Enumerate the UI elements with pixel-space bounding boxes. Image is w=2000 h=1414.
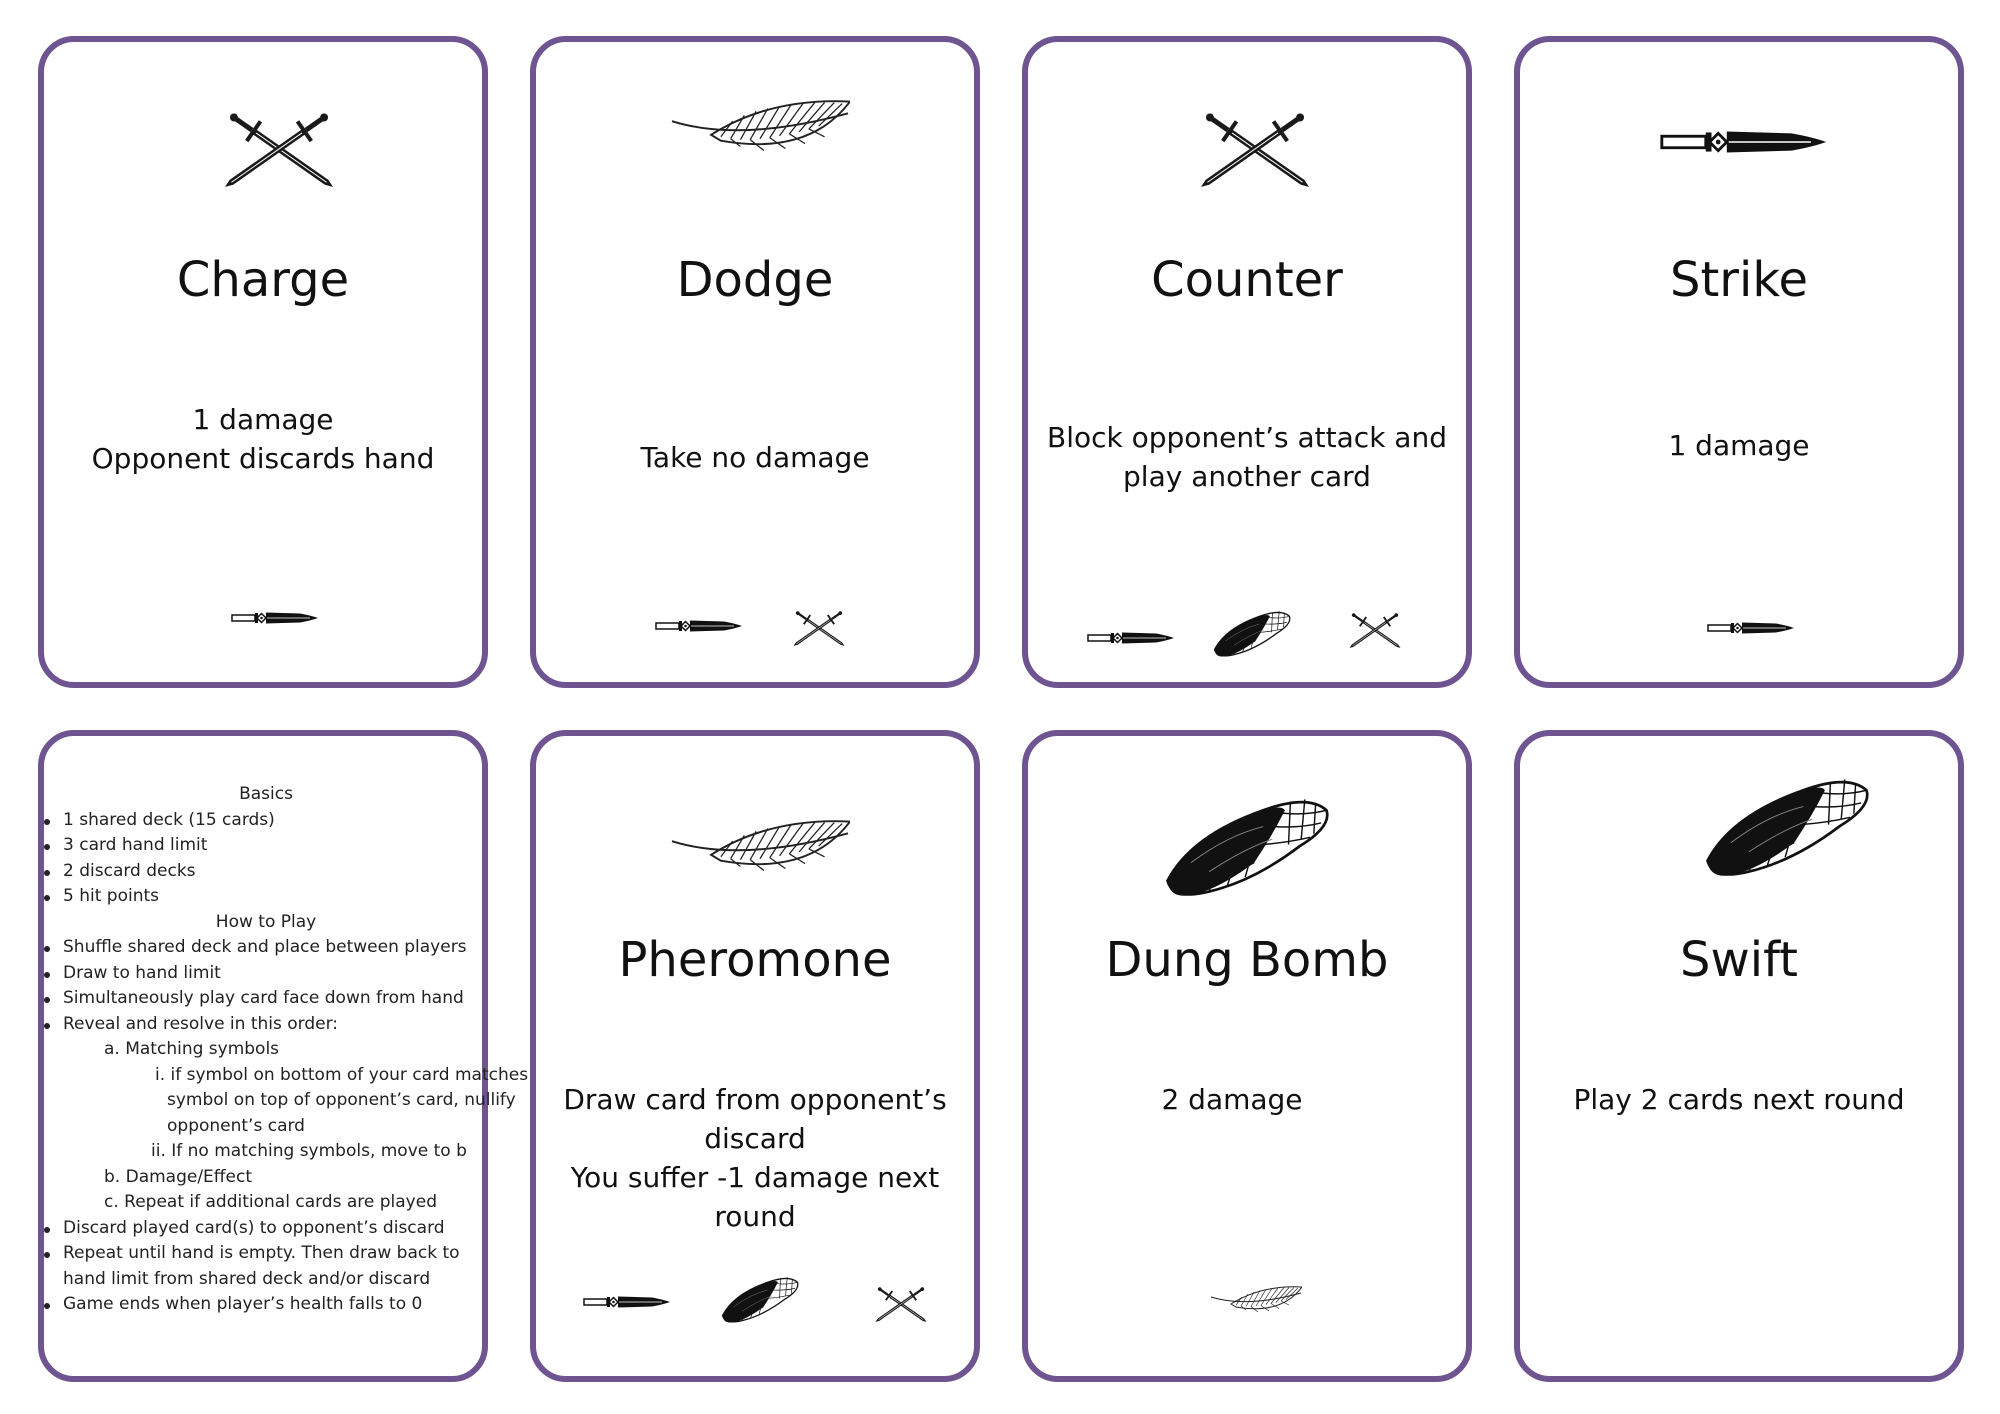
crossed-swords-icon xyxy=(1185,104,1325,194)
card-title: Charge xyxy=(176,252,350,308)
card-rules xyxy=(38,730,529,1382)
rules-list-item: Discard played card(s) to opponent’s discard xyxy=(38,1216,494,1242)
crossed-swords-icon xyxy=(209,104,349,194)
rules-list-item: Reveal and resolve in this order: xyxy=(38,1012,494,1038)
wing-icon xyxy=(720,1274,800,1328)
rules-list-item: 1 shared deck (15 cards) xyxy=(38,808,494,834)
card-effect: Take no damage xyxy=(640,441,870,474)
rules-list-item: 2 discard decks xyxy=(38,859,494,885)
card-effect: 1 damage Opponent discards hand xyxy=(91,403,435,475)
dagger-icon xyxy=(1706,616,1796,640)
card-title: Dodge xyxy=(676,252,834,308)
wing-icon xyxy=(1212,608,1292,662)
card-title: Counter xyxy=(1151,252,1343,308)
rules-howto-heading: How to Play xyxy=(215,911,317,932)
rules-list-item: 5 hit points xyxy=(38,884,494,910)
feather-icon xyxy=(1210,1282,1302,1318)
card-effect: 2 damage xyxy=(1161,1083,1303,1116)
card-title: Dung Bomb xyxy=(1105,932,1389,988)
card-title: Pheromone xyxy=(618,932,892,988)
dagger-icon xyxy=(230,606,320,630)
card-effect: Block opponent’s attack and play another card xyxy=(1047,421,1447,493)
rules-sub-item: i. if symbol on bottom of your card matches xyxy=(155,1064,529,1085)
wing-icon xyxy=(1702,774,1872,886)
dagger-icon xyxy=(1658,118,1830,166)
rules-list-item: Game ends when player’s health falls to 0 xyxy=(38,1292,494,1318)
rules-list-item: hand limit from shared deck and/or discard xyxy=(63,1268,431,1289)
rules-list-item: 3 card hand limit xyxy=(38,833,494,859)
rules-list-item: Shuffle shared deck and place between players xyxy=(38,935,494,961)
feather-icon xyxy=(670,812,850,882)
card-dung-bomb[interactable] xyxy=(1022,730,1472,1382)
rules-sub-item: c. Repeat if additional cards are played xyxy=(104,1192,437,1212)
rules-basics-heading: Basics xyxy=(239,784,293,804)
card-dodge[interactable] xyxy=(530,36,980,688)
dagger-icon xyxy=(582,1290,672,1314)
rules-list-item: Draw to hand limit xyxy=(38,961,494,987)
rules-sub-item: ii. If no matching symbols, move to b xyxy=(151,1141,467,1161)
card-title: Swift xyxy=(1680,932,1798,988)
rules-sub-item: opponent’s card xyxy=(167,1115,305,1136)
crossed-swords-icon xyxy=(868,1282,934,1326)
card-counter[interactable] xyxy=(1022,36,1472,688)
dagger-icon xyxy=(1086,626,1176,650)
card-effect: Draw card from opponent’s discard You suffer -1 damage next round xyxy=(563,1083,947,1233)
wing-icon xyxy=(1162,794,1332,906)
card-effect: 1 damage xyxy=(1668,429,1810,462)
card-swift[interactable] xyxy=(1514,730,1964,1382)
rules-list-item: Simultaneously play card face down from hand xyxy=(38,986,494,1012)
rules-text xyxy=(38,782,529,1318)
rules-sub-item: symbol on top of opponent’s card, nullify xyxy=(167,1090,516,1110)
card-pheromone[interactable] xyxy=(530,730,980,1382)
card-charge[interactable] xyxy=(38,36,488,688)
crossed-swords-icon xyxy=(1342,608,1408,652)
crossed-swords-icon xyxy=(786,606,852,650)
rules-sub-item: b. Damage/Effect xyxy=(104,1166,252,1187)
card-title: Strike xyxy=(1670,252,1808,308)
feather-icon xyxy=(670,92,850,162)
card-strike[interactable] xyxy=(1514,36,1964,688)
rules-sub-item: a. Matching symbols xyxy=(104,1039,280,1059)
card-effect: Play 2 cards next round xyxy=(1573,1083,1905,1116)
dagger-icon xyxy=(654,614,744,638)
rules-list-item: Repeat until hand is empty. Then draw back to xyxy=(38,1241,494,1267)
